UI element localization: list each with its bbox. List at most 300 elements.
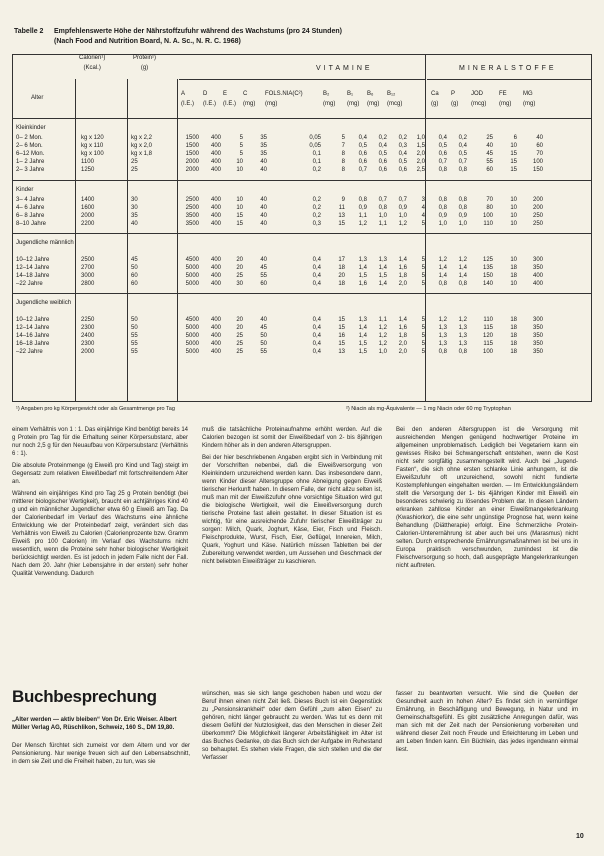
- page-number: 10: [576, 833, 584, 840]
- mineral-col-header: JOD: [471, 91, 483, 97]
- table-cell: 18: [510, 265, 517, 271]
- table-cell: 1,4: [438, 265, 447, 271]
- table-cell: 400: [210, 317, 221, 323]
- table-cell: 1,4: [398, 317, 407, 323]
- table-row: [13, 280, 591, 288]
- section-title: Jugendliche weiblich: [16, 300, 72, 306]
- table-cell: 35: [260, 151, 267, 157]
- vitamin-col-header: B₁₂: [387, 91, 396, 97]
- table-cell: 0,8: [438, 281, 447, 287]
- table-cell: 55: [260, 273, 267, 279]
- table-cell: 350: [532, 333, 543, 339]
- vitamin-col-unit: (mg): [367, 101, 380, 107]
- section-title: Kinder: [16, 187, 34, 193]
- table-cell: 5: [421, 349, 425, 355]
- table-cell: 300: [532, 257, 543, 263]
- table-cell: 25: [131, 167, 138, 173]
- table-cell: 1,4: [378, 265, 387, 271]
- review-column-1: Der Mensch fürchtet sich zumeist vor dem Altern und vor der Pensionierung. Nur wenige freuen sich auf den Lebensabschnitt, in dem sie Zeit und die Freiheit haben, zu tun, was sie: [12, 743, 190, 765]
- header-calorien: [79, 55, 105, 72]
- table-row: [13, 324, 591, 332]
- table-cell: 200: [532, 205, 543, 211]
- table-cell: 2500: [185, 205, 199, 211]
- table-cell: 2,5: [416, 167, 425, 173]
- table-cell: 18: [338, 281, 345, 287]
- table-row: [13, 316, 591, 324]
- header-protein-label: Protein¹): [133, 55, 157, 61]
- mineral-col-header: Ca: [431, 91, 439, 97]
- table-cell: 5: [421, 265, 425, 271]
- column-rule: [127, 79, 128, 401]
- table-cell: 15: [338, 341, 345, 347]
- vitamin-col-unit: (I.E.): [223, 101, 236, 107]
- table-cell: 1,1: [358, 213, 367, 219]
- table-cell: 5000: [185, 265, 199, 271]
- table-cell: 135: [482, 265, 493, 271]
- table-cell: 5: [421, 333, 425, 339]
- table-cell: 30: [236, 281, 243, 287]
- table-cell: 100: [532, 159, 543, 165]
- table-cell: 400: [210, 325, 221, 331]
- vitamin-col-unit: (I.E.): [181, 101, 194, 107]
- table-cell: 1250: [81, 167, 95, 173]
- table-cell: 250: [532, 221, 543, 227]
- table-cell: 0,6: [358, 159, 367, 165]
- table-cell: 5: [421, 273, 425, 279]
- table-cell: –22 Jahre: [16, 349, 43, 355]
- table-cell: 5000: [185, 325, 199, 331]
- table-cell: 10: [236, 197, 243, 203]
- table-cell: 100: [482, 349, 493, 355]
- table-cell: 10: [510, 143, 517, 149]
- table-cell: 40: [260, 159, 267, 165]
- table-cell: 1,5: [358, 349, 367, 355]
- table-cell: 1,1: [378, 317, 387, 323]
- table-cell: 13: [338, 213, 345, 219]
- column-rule: [177, 79, 178, 401]
- mineral-col-header: MG: [523, 91, 533, 97]
- review-column-2: wünschen, was sie sich lange geschoben haben und wozu der Beruf ihnen einen nicht Zeit ließ. Dieses Buch ist ein Gegenstück zu „Pensionskrankheit“ oder dem Gefühl „zum alten Eisen“ zu gehören, nicht länger gebraucht zu werden. Was tut es denn mit diesem Gefühl der Nutzlosigkeit, das den Menschen in dieser Zeit überkommt? Die Möglichkeit längerer Arbeitsfähigkeit im Alter ist das Buches Gedanke, ob das Buch sich der Aufgabe im Ruhestand so behauptet. Es stehen viele Fragen, die sich stellen und die der Verfasser: [202, 691, 382, 761]
- table-cell: 0,8: [458, 167, 467, 173]
- table-cell: 2300: [81, 341, 95, 347]
- table-cell: 10: [236, 159, 243, 165]
- table-cell: 110: [483, 221, 493, 227]
- table-cell: 2000: [185, 167, 199, 173]
- table-cell: 1,4: [458, 265, 467, 271]
- table-cell: 80: [486, 205, 493, 211]
- table-cell: 400: [210, 349, 221, 355]
- table-cell: –22 Jahre: [16, 281, 43, 287]
- table-cell: 25: [236, 333, 243, 339]
- table-cell: 1,3: [458, 333, 467, 339]
- table-cell: 15: [510, 167, 517, 173]
- mineral-col-header: FE: [499, 91, 507, 97]
- table-cell: 60: [131, 273, 138, 279]
- table-row: [13, 166, 591, 174]
- table-cell: 1,2: [398, 221, 407, 227]
- table-cell: 40: [260, 167, 267, 173]
- table-cell: 400: [210, 205, 221, 211]
- table-cell: 0,9: [438, 213, 447, 219]
- table-cell: 0,5: [398, 159, 407, 165]
- table-section: [13, 119, 591, 180]
- table-cell: 2500: [81, 257, 95, 263]
- table-cell: 1,4: [458, 273, 467, 279]
- table-cell: 3000: [81, 273, 95, 279]
- table-cell: 4500: [185, 257, 199, 263]
- table-row: [13, 212, 591, 220]
- table-cell: 45: [131, 257, 138, 263]
- table-cell: 0,2: [378, 135, 387, 141]
- paragraph: einem Verhältnis von 1 : 1. Das einjährige Kind benötigt bereits 14 g Protein pro Tag für die Erhaltung seiner Körpersubstanz, aber nur noch 2,5 g für den Neuaufbau von Körpersubstanz (Verhältnis 6 : 1).: [12, 427, 188, 457]
- table-cell: 17: [338, 257, 345, 263]
- footnote-1: ¹) Angaben pro kg Körpergewicht oder als Gesamtmenge pro Tag: [16, 406, 175, 412]
- vitamin-col-unit: (mg): [265, 101, 278, 107]
- review-book-info: „Alter werden — aktiv bleiben“ Von Dr. Eric Weiser. Albert Müller Verlag AG, Rüschlikon, Schweiz, 160 S., DM 19,80.: [12, 717, 177, 731]
- table-cell: 16: [338, 333, 345, 339]
- table-cell: 8: [341, 159, 345, 165]
- table-cell: 0,05: [309, 135, 321, 141]
- table-cell: 20: [236, 265, 243, 271]
- table-row: [13, 256, 591, 264]
- table-cell: 1,6: [358, 281, 367, 287]
- table-cell: 2,0: [398, 281, 407, 287]
- table-cell: 6–12 Mon.: [16, 151, 45, 157]
- table-cell: 1400: [81, 197, 95, 203]
- header-calorien-unit: (Kcal.): [83, 65, 101, 71]
- table-cell: 55: [486, 159, 493, 165]
- vitamin-col-header: B₂: [323, 91, 330, 97]
- table-cell: 0,3: [312, 221, 321, 227]
- table-cell: 9: [341, 197, 345, 203]
- table-cell: 10: [510, 197, 517, 203]
- table-cell: 15: [236, 213, 243, 219]
- table-cell: 70: [536, 151, 543, 157]
- table-cell: 0,4: [312, 333, 321, 339]
- paragraph: muß die tatsächliche Proteinaufnahme erhöht werden. Auf die Calorien bezogen ist somit der Eiweißbedarf von 2- bis 8jährigen Kindern höher als in den anderen Altersgruppen.: [202, 427, 382, 449]
- table-cell: 400: [210, 135, 221, 141]
- table-cell: 14–18 Jahre: [16, 273, 50, 279]
- table-cell: 350: [532, 341, 543, 347]
- table-cell: 120: [482, 333, 493, 339]
- vitamin-col-unit: (mg): [347, 101, 360, 107]
- table-cell: 5: [421, 341, 425, 347]
- table-cell: kg x 2,2: [131, 135, 153, 141]
- table-cell: 150: [532, 167, 543, 173]
- table-cell: 1,3: [438, 341, 447, 347]
- table-cell: 400: [210, 281, 221, 287]
- table-cell: 5: [421, 317, 425, 323]
- table-cell: 40: [260, 213, 267, 219]
- table-cell: 0,4: [438, 135, 447, 141]
- table-cell: 1,0: [378, 349, 387, 355]
- table-cell: 30: [131, 197, 138, 203]
- table-cell: 45: [486, 151, 493, 157]
- table-cell: 35: [260, 135, 267, 141]
- mineral-col-unit: (g): [431, 101, 439, 107]
- table-cell: 400: [210, 143, 221, 149]
- header-calorien-label: Calorien¹): [79, 55, 106, 61]
- table-cell: 18: [510, 317, 517, 323]
- table-cell: 10: [236, 167, 243, 173]
- table-cell: 0– 2 Mon.: [16, 135, 43, 141]
- table-cell: 0,2: [312, 213, 321, 219]
- table-cell: 50: [131, 265, 138, 271]
- table-cell: 0,7: [438, 159, 447, 165]
- table-cell: 1500: [185, 151, 199, 157]
- table-cell: 12–14 Jahre: [16, 265, 50, 271]
- table-cell: 14–16 Jahre: [16, 333, 50, 339]
- table-cell: 1,5: [358, 341, 367, 347]
- table-cell: 0,8: [458, 205, 467, 211]
- table-number: Tabelle 2: [14, 28, 44, 35]
- table-cell: 18: [510, 341, 517, 347]
- table-cell: 1100: [81, 159, 94, 165]
- table-cell: 15: [510, 151, 517, 157]
- table-cell: kg x 100: [81, 151, 104, 157]
- table-cell: 3– 4 Jahre: [16, 197, 45, 203]
- table-cell: 1– 2 Jahre: [16, 159, 45, 165]
- table-cell: 350: [532, 349, 543, 355]
- table-cell: 4: [421, 205, 425, 211]
- table-cell: 12–14 Jahre: [16, 325, 50, 331]
- table-cell: 2000: [81, 213, 95, 219]
- table-cell: 10: [510, 281, 517, 287]
- table-cell: 40: [260, 221, 267, 227]
- vitamin-col-unit: (I.E.): [203, 101, 216, 107]
- table-cell: 4500: [185, 317, 199, 323]
- table-cell: 2,0: [398, 341, 407, 347]
- table-cell: 35: [260, 143, 267, 149]
- paragraph: Während ein einjähriges Kind pro Tag 25 g Protein benötigt (bei mittlerer biologischer Wertigkeit), braucht ein achtjähriges Kind 40 g und ein männlicher Jugendlicher etwa 60 g Eiweiß am Tag. Da der Calorienbedarf im Verlauf des Wachstums eine ähnliche Entwicklung wie der Proteinbedarf zeigt, verändert sich das Verhältnis von Eiweiß zu Calorien (Calorienprozente bzw. Gramm Eiweiß pro 100 Calorien) im Verlauf des Wachstums nicht wesentlich, wenn die Proteine sehr hoher biologischer Wertigkeit berücksichtigt werden. Es ist jedoch in jedem Falle nicht der Fall. Nach dem 20. Jahr (hier Lebensjahre in der ersten) sehr hoher Qualität Verwendung. Dadurch: [12, 491, 188, 577]
- table-row: [13, 204, 591, 212]
- table-row: [13, 348, 591, 356]
- table-cell: 8–10 Jahre: [16, 221, 47, 227]
- table-cell: 140: [482, 281, 493, 287]
- table-cell: 1,3: [438, 333, 447, 339]
- table-cell: 150: [482, 273, 493, 279]
- table-cell: 55: [131, 333, 138, 339]
- mineral-col-unit: (mcg): [471, 101, 487, 107]
- table-cell: 35: [131, 213, 138, 219]
- table-cell: 10–12 Jahre: [16, 257, 50, 263]
- table-cell: 350: [532, 265, 543, 271]
- paragraph: Die absolute Proteinmenge (g Eiweiß pro Kind und Tag) steigt im Gegensatz zum relativen Eiweißbedarf mit fortschreitendem Alter an.: [12, 463, 188, 485]
- header-alter: Alter: [31, 95, 44, 101]
- table-cell: 0,4: [312, 341, 321, 347]
- table-cell: 5: [421, 325, 425, 331]
- table-cell: 40: [131, 221, 138, 227]
- table-cell: 0,5: [378, 151, 387, 157]
- table-cell: 3500: [185, 221, 199, 227]
- table-cell: 0,4: [312, 349, 321, 355]
- table-cell: 1500: [185, 143, 199, 149]
- table-section: [13, 180, 591, 234]
- paragraph: Bei der hier beschriebenen Angaben ergibt sich in Verbindung mit der Vorschriften nebenbei, daß die Eiweißversorgung von Kleinkindern unzureichend werden kann. Das insbesondere dann, wenn Kinder dieser Altersgruppe ohne Abneigung gegen Eiweiß tierischer Herkunft haben. In diesem Falle, der nicht allzu selten ist, muß man mit der Eiweißzufuhr ohne vorsichtige Situation wird gut die biologische Wertigkeit, weil die Eiweißversorgung durch tierische Proteine fast allein gestaltet. In dieser Situation ist es wichtig, für eine ausreichende Zufuhr tierischer Eiweißträger zu sorgen: Milch, Quark, Joghurt, Käse, Eier, Fisch und Fleisch. Fleischprodukte, Wurst, Fisch, Eier, Geflügel, Innereien, Milch, Quark, Yoghurt und Käse. Natürlich müssen Tabletten bei der Zubereitung verwendet werden, um Aussehen und Geschmack der nicht beliebten Eiweißträger zu kaschieren.: [202, 455, 382, 565]
- table-cell: 1,6: [398, 265, 407, 271]
- table-cell: 0,8: [438, 205, 447, 211]
- table-cell: 400: [210, 213, 221, 219]
- table-cell: 400: [532, 273, 543, 279]
- table-cell: 0,8: [458, 197, 467, 203]
- table-cell: 0,4: [312, 325, 321, 331]
- table-cell: 0,5: [438, 143, 447, 149]
- table-cell: 1,2: [458, 257, 467, 263]
- table-cell: 5000: [185, 341, 199, 347]
- table-cell: 20: [236, 257, 243, 263]
- table-row: [13, 196, 591, 204]
- table-cell: 400: [532, 281, 543, 287]
- table-cell: 1,2: [438, 257, 447, 263]
- table-cell: 5: [239, 143, 243, 149]
- table-cell: 1,4: [378, 281, 387, 287]
- table-caption: [14, 27, 584, 47]
- table-cell: 115: [483, 325, 493, 331]
- mineral-col-unit: (mg): [499, 101, 512, 107]
- table-cell: 2,0: [416, 159, 425, 165]
- table-cell: 1,8: [398, 273, 407, 279]
- table-cell: 1,2: [378, 341, 387, 347]
- table-cell: 8: [341, 167, 345, 173]
- table-cell: 5: [239, 135, 243, 141]
- table-cell: 0,4: [398, 151, 407, 157]
- table-cell: 5: [421, 221, 425, 227]
- table-cell: 13: [338, 349, 345, 355]
- vitamin-col-header: B₁: [347, 91, 354, 97]
- table-cell: 0,4: [458, 143, 467, 149]
- table-cell: 0,6: [398, 167, 407, 173]
- table-cell: 1,8: [398, 333, 407, 339]
- table-cell: 2500: [185, 197, 199, 203]
- table-cell: 50: [131, 317, 138, 323]
- table-cell: 5000: [185, 349, 199, 355]
- table-cell: 10: [236, 205, 243, 211]
- table-cell: 0,4: [312, 281, 321, 287]
- table-section: [13, 233, 591, 294]
- table-cell: 15: [338, 325, 345, 331]
- table-cell: 1,4: [398, 257, 407, 263]
- table-cell: 10: [510, 205, 517, 211]
- header-protein: [133, 55, 156, 72]
- table-cell: 40: [260, 317, 267, 323]
- table-cell: 1600: [81, 205, 95, 211]
- table-cell: 15: [510, 159, 517, 165]
- table-cell: 4: [421, 213, 425, 219]
- table-cell: kg x 2,0: [131, 143, 153, 149]
- footnote-2: ²) Niacin als mg-Äquivalente — 1 mg Niacin oder 60 mg Tryptophan: [346, 406, 511, 412]
- table-cell: 1,0: [378, 213, 387, 219]
- table-cell: 5000: [185, 281, 199, 287]
- table-cell: 300: [532, 317, 543, 323]
- table-cell: 0,8: [378, 205, 387, 211]
- table-cell: 1,3: [458, 341, 467, 347]
- table-cell: 2200: [81, 221, 95, 227]
- table-cell: 0,4: [312, 265, 321, 271]
- table-cell: 1,4: [358, 333, 367, 339]
- vitamin-col-unit: (mg): [243, 101, 256, 107]
- table-cell: 1,3: [458, 325, 467, 331]
- table-row: [13, 142, 591, 150]
- table-cell: 1,3: [358, 257, 367, 263]
- table-title: Empfehlenswerte Höhe der Nährstoffzufuhr während des Wachstums (pro 24 Stunden): [54, 28, 342, 35]
- table-row: [13, 264, 591, 272]
- table-cell: 0,1: [312, 159, 321, 165]
- table-cell: 1,2: [438, 317, 447, 323]
- table-cell: 60: [536, 143, 543, 149]
- table-cell: 25: [236, 341, 243, 347]
- table-cell: 0,8: [458, 281, 467, 287]
- table-cell: 0,05: [309, 143, 321, 149]
- table-cell: 115: [483, 341, 493, 347]
- table-cell: 15: [338, 221, 345, 227]
- table-cell: 2700: [81, 265, 95, 271]
- table-cell: 0,6: [358, 151, 367, 157]
- table-cell: 0,4: [312, 317, 321, 323]
- table-cell: 25: [486, 135, 493, 141]
- table-cell: 0,8: [458, 349, 467, 355]
- table-cell: 1,5: [358, 273, 367, 279]
- section-title: Kleinkinder: [16, 125, 46, 131]
- table-cell: 1,4: [438, 273, 447, 279]
- table-cell: 400: [210, 341, 221, 347]
- table-cell: 2800: [81, 281, 95, 287]
- table-cell: 18: [510, 325, 517, 331]
- table-cell: 4– 6 Jahre: [16, 205, 45, 211]
- table-cell: 11: [338, 205, 345, 211]
- table-cell: 6– 8 Jahre: [16, 213, 45, 219]
- review-heading: Buchbesprechung: [12, 687, 157, 706]
- table-cell: 20: [236, 317, 243, 323]
- column-rule: [425, 55, 426, 401]
- table-cell: 55: [260, 349, 267, 355]
- vitamin-col-header: D: [203, 91, 208, 97]
- table-cell: 1,2: [378, 333, 387, 339]
- table-cell: 0,3: [398, 143, 407, 149]
- table-cell: 0,2: [312, 205, 321, 211]
- table-cell: 400: [210, 273, 221, 279]
- table-cell: 1,0: [416, 135, 425, 141]
- vitamin-col-header: B₆: [367, 91, 374, 97]
- table-cell: 16–18 Jahre: [16, 341, 50, 347]
- review-column-3: fasser zu beantworten versucht. Wie sind die Quellen der Gesundheit auch im hohen Alter? Es findet sich in vernünftiger Ernährung, in Beschäftigung und Bewegung, in Natur und im Gemeinschaftsgefühl. Es gibt zusätzliche Anregungen dafür, was man sich mit der Zeit nach der Pensionierung vorbereiten und während dieser Zeit noch Freude und Erleichterung im Leben und am Leben finden kann. Ein Büchlein, das jedes irgendwann einmal liest.: [396, 691, 578, 753]
- vitamin-col-unit: (mcg): [387, 101, 403, 107]
- vitamin-col-header: E: [223, 91, 228, 97]
- table-cell: 25: [131, 159, 138, 165]
- text-column-3: [396, 426, 578, 574]
- table-cell: 10: [510, 213, 517, 219]
- group-header-vitamine: VITAMINE: [316, 65, 373, 72]
- table-cell: 1,2: [358, 221, 367, 227]
- table-cell: 18: [510, 349, 517, 355]
- table-cell: 400: [210, 265, 221, 271]
- table-cell: 1,2: [458, 317, 467, 323]
- table-row: [13, 134, 591, 142]
- table-cell: 0,8: [438, 197, 447, 203]
- table-cell: 50: [260, 333, 267, 339]
- table-cell: 400: [210, 257, 221, 263]
- table-cell: 125: [482, 257, 493, 263]
- header-protein-unit: (g): [140, 65, 149, 71]
- table-cell: 40: [486, 143, 493, 149]
- table-cell: 1,3: [438, 325, 447, 331]
- table-cell: 40: [260, 197, 267, 203]
- table-cell: 1,0: [398, 213, 407, 219]
- table-cell: 10: [510, 257, 517, 263]
- table-cell: 10–12 Jahre: [16, 317, 50, 323]
- table-cell: 0,2: [312, 167, 321, 173]
- table-cell: 2400: [81, 333, 95, 339]
- vitamin-col-header: A: [181, 91, 186, 97]
